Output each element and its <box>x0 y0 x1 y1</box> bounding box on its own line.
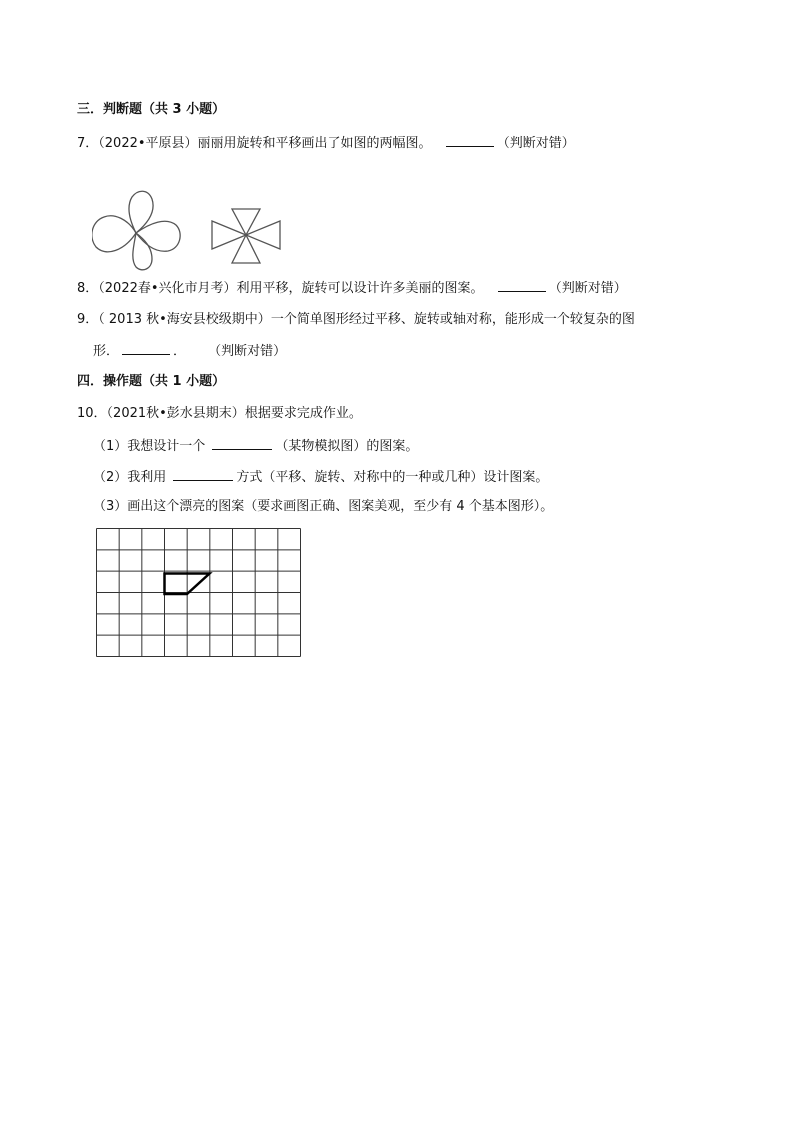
q9-suffix: （判断对错） <box>208 344 287 359</box>
question-7 <box>77 133 575 153</box>
q9-answer-blank[interactable] <box>122 341 170 355</box>
q7-number: 7． <box>77 136 99 151</box>
section-3-heading: 三．判断题（共 3 小题） <box>77 102 226 117</box>
q9-text-continued: 形． <box>93 344 120 359</box>
question-10 <box>77 405 362 423</box>
question-8 <box>77 278 627 298</box>
q10-sub1-blank[interactable] <box>212 436 272 450</box>
clover-petal-left <box>92 216 136 252</box>
q10-sub1-suffix: （某物模拟图）的图案。 <box>275 439 419 454</box>
clover-petal-bottom <box>133 233 152 270</box>
q10-number: 10． <box>77 406 107 421</box>
q8-answer-blank[interactable] <box>498 278 546 292</box>
q10-drawing-grid[interactable] <box>96 528 302 658</box>
q8-text: 利用平移，旋转可以设计许多美丽的图案。 <box>236 281 484 296</box>
section-4-heading: 四．操作题（共 1 小题） <box>77 374 226 389</box>
q10-text: 根据要求完成作业。 <box>244 406 362 421</box>
q8-source: （2022春•兴化市月考） <box>98 281 237 296</box>
q9-source: （ 2013 秋•海安县校级期中） <box>98 312 271 327</box>
q10-sub1-prefix: （1）我想设计一个 <box>93 439 206 454</box>
q10-sub-2 <box>93 467 548 487</box>
q7-source: （2022•平原县） <box>98 136 198 151</box>
q7-clover-figure <box>92 186 182 271</box>
clover-petal-right <box>136 221 180 251</box>
question-9 <box>77 311 635 329</box>
q10-source: （2021秋•彭水县期末） <box>106 406 245 421</box>
q9-number: 9． <box>77 312 99 327</box>
question-9-continued <box>93 341 286 361</box>
q10-sub2-blank[interactable] <box>173 467 233 481</box>
q9-after-blank: ． <box>173 344 187 359</box>
q10-sub-1 <box>93 436 418 456</box>
q7-answer-blank[interactable] <box>446 133 494 147</box>
q8-suffix: （判断对错） <box>548 281 627 296</box>
q7-pinwheel-figure <box>210 207 282 267</box>
q10-sub2-prefix: （2）我利用 <box>93 470 167 485</box>
q8-number: 8． <box>77 281 99 296</box>
clover-petal-top <box>129 191 153 233</box>
q7-text: 丽丽用旋转和平移画出了如图的两幅图。 <box>197 136 432 151</box>
q10-sub-3: （3）画出这个漂亮的图案（要求画图正确、图案美观，至少有 4 个基本图形）。 <box>93 499 554 514</box>
q10-sub2-suffix: 方式（平移、旋转、对称中的一种或几种）设计图案。 <box>236 470 549 485</box>
q7-suffix: （判断对错） <box>496 136 575 151</box>
q9-text: 一个简单图形经过平移、旋转或轴对称，能形成一个较复杂的图 <box>270 312 635 327</box>
